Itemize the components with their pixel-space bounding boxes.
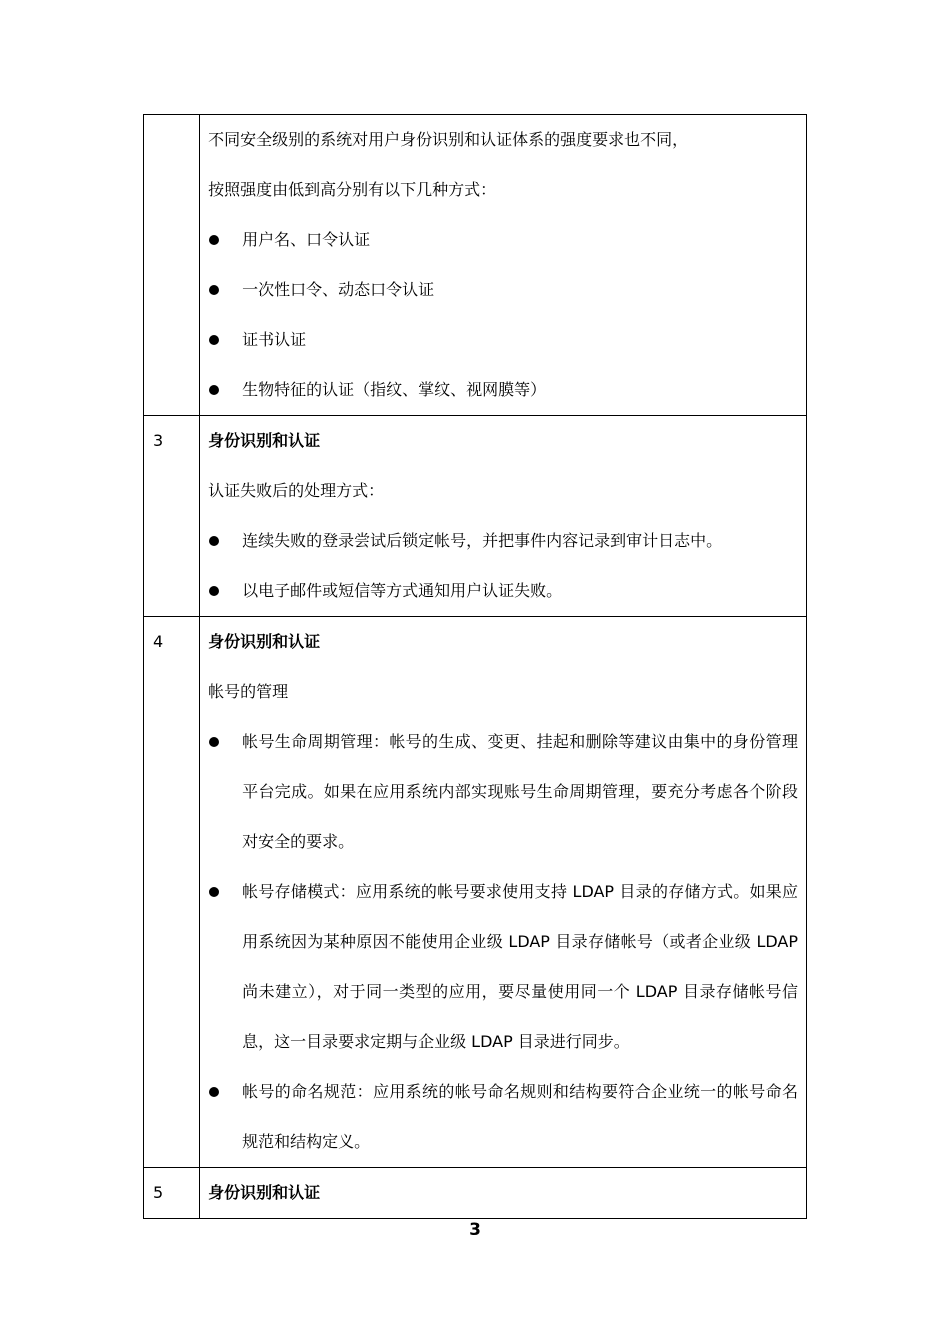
requirements-table: [143, 114, 807, 1219]
bullet-icon: [209, 285, 219, 295]
row-number: 5: [144, 1168, 200, 1219]
bullet-icon: [209, 235, 219, 245]
list-item: [208, 566, 798, 616]
list-item: [208, 867, 798, 1067]
list-item: [208, 717, 798, 867]
list-item: [208, 1067, 798, 1167]
list-item-text: 一次性口令、动态口令认证: [242, 280, 435, 299]
table-row: [144, 1168, 807, 1219]
bullet-icon: [209, 536, 219, 546]
table-row: [144, 416, 807, 617]
list-item: [208, 365, 798, 415]
list-item-text: 帐号存储模式：应用系统的帐号要求使用支持 LDAP 目录的存储方式。如果应用系统因为某种原因不能使用企业级 LDAP 目录存储帐号（或者企业级 LDAP 尚未建立），对于同一类型的应用，要尽量使用同一个 LDAP 目录存储帐号信息，这一目录要求定期与企业级 LDAP 目录进行同步。: [242, 882, 798, 1051]
bullet-icon: [209, 887, 219, 897]
paragraph-line: 按照强度由低到高分别有以下几种方式：: [208, 180, 497, 199]
row-content: [200, 115, 807, 416]
list-item: [208, 315, 798, 365]
row-number: 3: [144, 416, 200, 617]
list-item-text: 帐号生命周期管理：帐号的生成、变更、挂起和删除等建议由集中的身份管理平台完成。如果在应用系统内部实现账号生命周期管理，要充分考虑各个阶段对安全的要求。: [242, 732, 798, 851]
paragraph-line: 认证失败后的处理方式：: [208, 481, 385, 500]
bullet-icon: [209, 737, 219, 747]
page-number: 3: [469, 1220, 481, 1240]
list-item-text: 证书认证: [242, 330, 307, 349]
table-row: [144, 617, 807, 1168]
list-item: [208, 516, 798, 566]
row-content: [200, 617, 807, 1168]
bullet-icon: [209, 1087, 219, 1097]
row-title: 身份识别和认证: [208, 1183, 321, 1202]
row-number: 4: [144, 617, 200, 1168]
paragraph-line: 不同安全级别的系统对用户身份识别和认证体系的强度要求也不同，: [208, 130, 689, 149]
list-item-text: 用户名、口令认证: [242, 230, 371, 249]
list-item: [208, 215, 798, 265]
list-item: [208, 265, 798, 315]
table-row: [144, 115, 807, 416]
list-item-text: 连续失败的登录尝试后锁定帐号，并把事件内容记录到审计日志中。: [242, 531, 723, 550]
paragraph-line: 帐号的管理: [208, 682, 289, 701]
list-item-text: 以电子邮件或短信等方式通知用户认证失败。: [242, 581, 563, 600]
list-item-text: 生物特征的认证（指纹、掌纹、视网膜等）: [242, 380, 547, 399]
row-title: 身份识别和认证: [208, 431, 321, 450]
bullet-icon: [209, 586, 219, 596]
list-item-text: 帐号的命名规范：应用系统的帐号命名规则和结构要符合企业统一的帐号命名规范和结构定义。: [242, 1082, 798, 1151]
row-title: 身份识别和认证: [208, 632, 321, 651]
bullet-icon: [209, 385, 219, 395]
row-content: [200, 416, 807, 617]
bullet-icon: [209, 335, 219, 345]
row-content: [200, 1168, 807, 1219]
row-number: [144, 115, 200, 416]
